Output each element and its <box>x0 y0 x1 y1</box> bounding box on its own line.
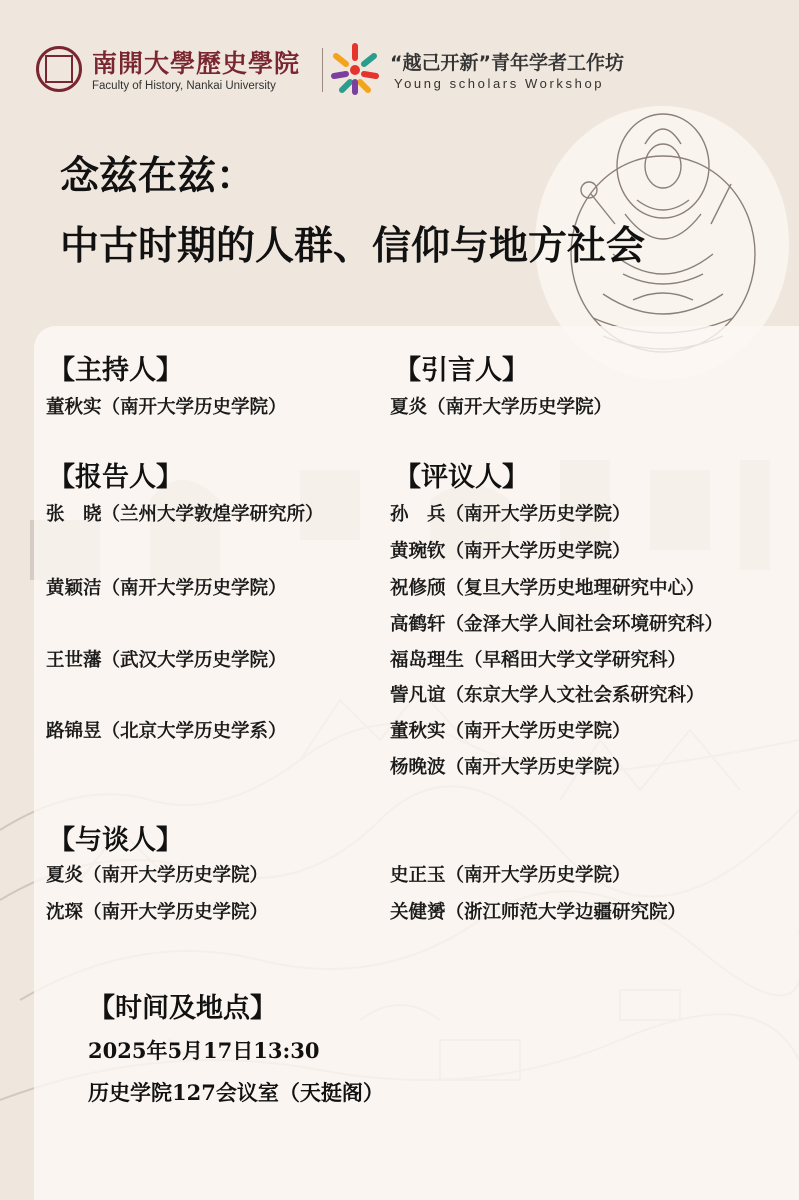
reporter-item: 路锦昱（北京大学历史学系） <box>46 721 287 742</box>
workshop-name: “越己开新”青年学者工作坊 <box>390 52 624 74</box>
reporter-item: 张 晓（兰州大学敦煌学研究所） <box>46 504 324 525</box>
commentator-item: 高鹤轩（金泽大学人间社会环境研究科） <box>390 614 724 635</box>
panelists-heading: 【与谈人】 <box>48 825 183 856</box>
nankai-seal-icon <box>36 46 82 92</box>
reporters-heading: 【报告人】 <box>48 462 183 493</box>
poster-title <box>60 150 645 274</box>
introducer-person: 夏炎（南开大学历史学院） <box>390 397 613 418</box>
commentator-item: 福岛理生（早稻田大学文学研究科） <box>390 650 687 671</box>
panelist-item: 夏炎（南开大学历史学院） <box>46 865 269 886</box>
header-divider <box>322 48 323 92</box>
reporter-item: 王世藩（武汉大学历史学院） <box>46 650 287 671</box>
title-line-2: 中古时期的人群、信仰与地方社会 <box>60 224 646 269</box>
panelist-item: 关健赟（浙江师范大学边疆研究院） <box>390 902 687 923</box>
workshop-english: Young scholars Workshop <box>394 76 605 91</box>
panelist-item: 沈琛（南开大学历史学院） <box>46 902 269 923</box>
commentator-item: 黄琬钦（南开大学历史学院） <box>390 541 631 562</box>
nankai-faculty-name: 南開大學歷史學院 <box>92 49 301 78</box>
commentators-heading: 【评议人】 <box>394 462 529 493</box>
commentator-item: 董秋实（南开大学历史学院） <box>390 721 631 742</box>
host-person: 董秋实（南开大学历史学院） <box>46 397 287 418</box>
commentator-item: 杨晚波（南开大学历史学院） <box>390 757 631 778</box>
event-time: 2025年5月17日13:30 <box>88 1038 320 1063</box>
introducer-heading: 【引言人】 <box>394 355 529 386</box>
commentator-item: 祝修颀（复旦大学历史地理研究中心） <box>390 578 705 599</box>
host-heading: 【主持人】 <box>48 355 183 386</box>
title-line-1: 念兹在兹： <box>60 154 256 199</box>
event-place: 历史学院127会议室（天挺阁） <box>88 1080 384 1105</box>
reporter-item: 黄颖洁（南开大学历史学院） <box>46 578 287 599</box>
commentator-item: 訾凡谊（东京大学人文社会系研究科） <box>390 685 705 706</box>
workshop-logo-icon <box>328 42 382 96</box>
time-place-heading: 【时间及地点】 <box>88 993 277 1024</box>
commentator-item: 孙 兵（南开大学历史学院） <box>390 504 631 525</box>
nankai-faculty-english: Faculty of History, Nankai University <box>92 80 276 92</box>
panelist-item: 史正玉（南开大学历史学院） <box>390 865 631 886</box>
